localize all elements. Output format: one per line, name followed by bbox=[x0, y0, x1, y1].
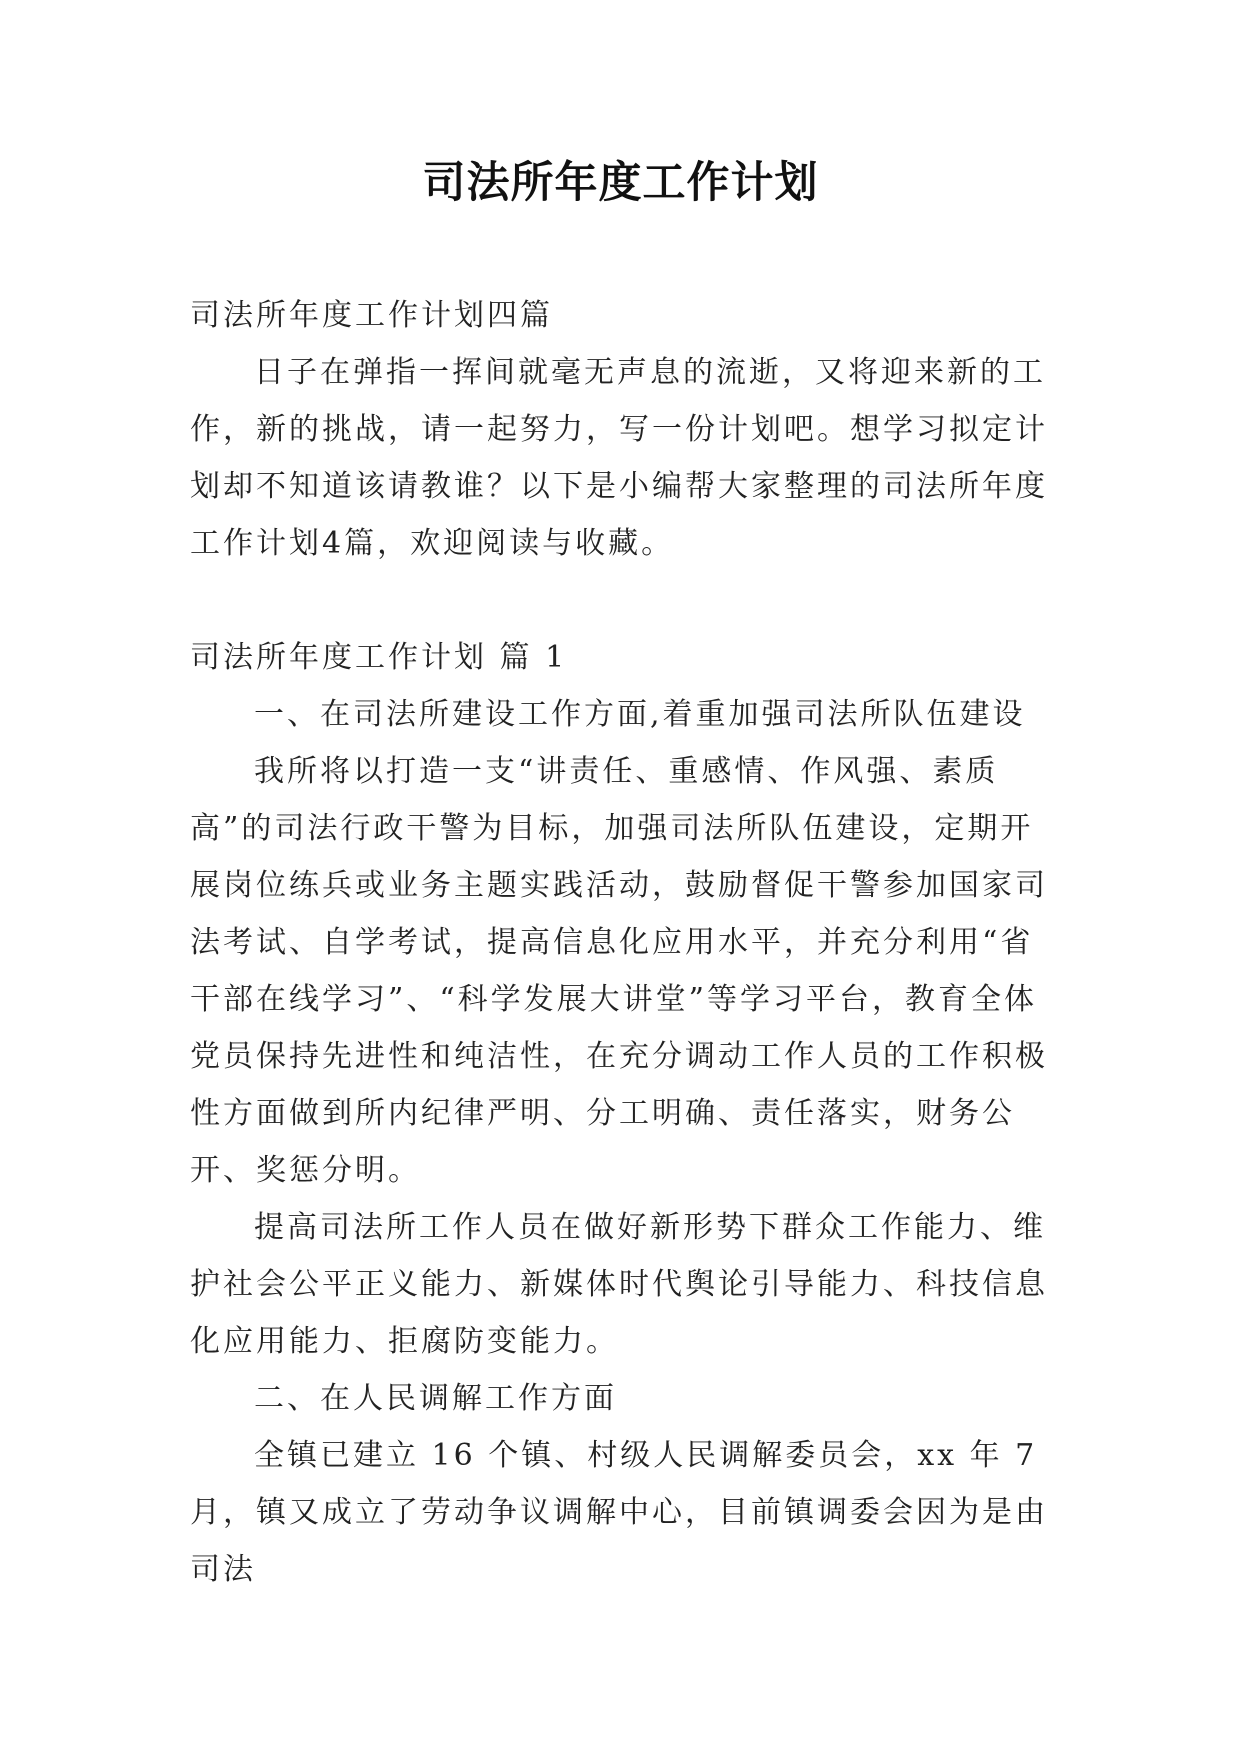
section-heading: 司法所年度工作计划 篇 1 bbox=[190, 640, 568, 675]
intro-paragraph: 日子在弹指一挥间就毫无声息的流逝，又将迎来新的工作，新的挑战，请一起努力，写一份计划吧。想学习拟定计划却不知道该请教谁？以下是小编帮大家整理的司法所年度工作计划4篇，欢迎阅读与收藏。 bbox=[190, 355, 1048, 561]
subsection-heading-2: 二、在人民调解工作方面 bbox=[254, 1381, 617, 1416]
document-subtitle: 司法所年度工作计划四篇 bbox=[190, 298, 553, 333]
document-body bbox=[190, 287, 1060, 1598]
body-paragraph: 提高司法所工作人员在做好新形势下群众工作能力、维护社会公平正义能力、新媒体时代舆论引导能力、科技信息化应用能力、拒腐防变能力。 bbox=[190, 1210, 1048, 1359]
body-paragraph: 全镇已建立 16 个镇、村级人民调解委员会，xx 年 7 月，镇又成立了劳动争议调解中心，目前镇调委会因为是由司法 bbox=[190, 1438, 1048, 1587]
document-title: 司法所年度工作计划 bbox=[422, 158, 819, 208]
body-paragraph: 我所将以打造一支“讲责任、重感情、作风强、素质高”的司法行政干警为目标，加强司法所队伍建设，定期开展岗位练兵或业务主题实践活动，鼓励督促干警参加国家司法考试、自学考试，提高信息化应用水平，并充分利用“省干部在线学习”、“科学发展大讲堂”等学习平台，教育全体党员保持先进性和纯洁性，在充分调动工作人员的工作积极性方面做到所内纪律严明、分工明确、责任落实，财务公开、奖惩分明。 bbox=[190, 754, 1048, 1188]
subsection-heading-1: 一、在司法所建设工作方面,着重加强司法所队伍建设 bbox=[254, 697, 1026, 732]
paragraph-spacer bbox=[190, 572, 1060, 629]
